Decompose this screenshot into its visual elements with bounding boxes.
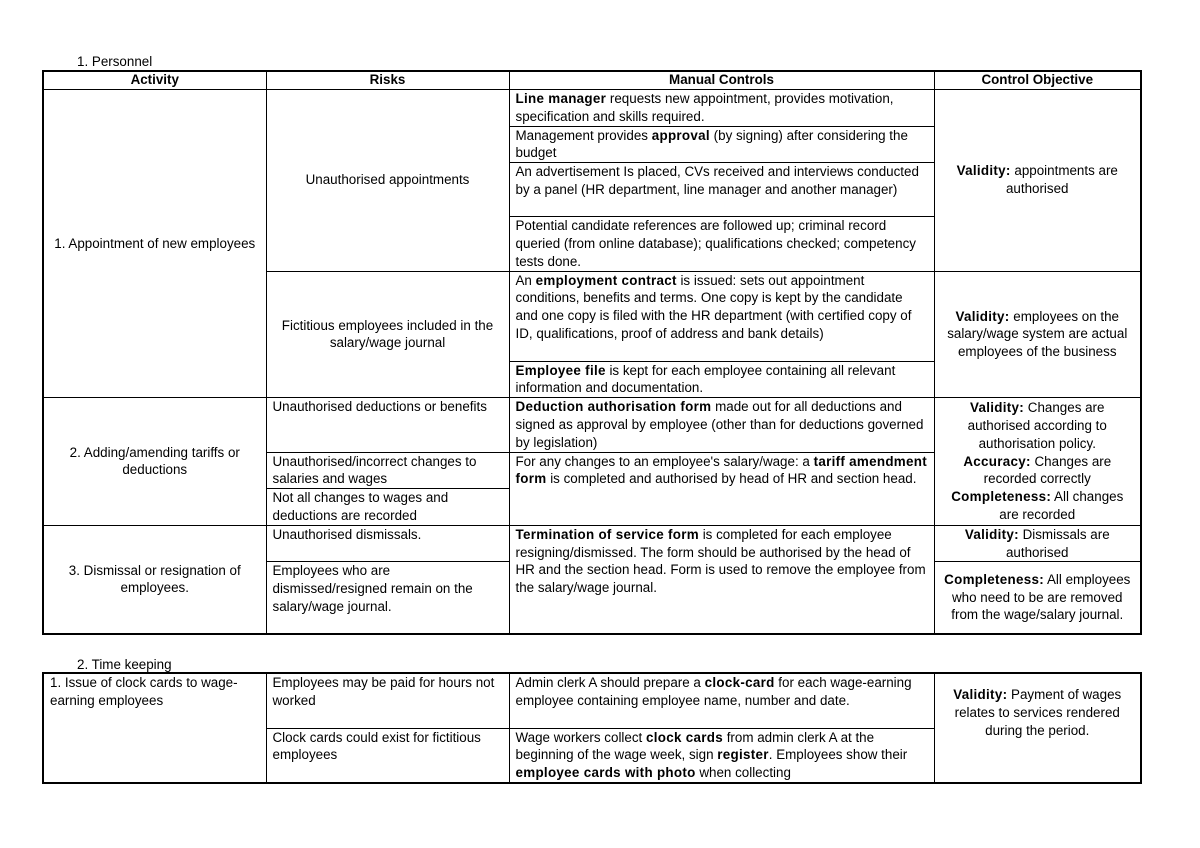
control-bold: approval (651, 127, 710, 143)
control-text: made out for all deductions and signed as approval by employee (other than for deductions governed by legislation) (515, 399, 924, 450)
objective-bold: Accuracy: (963, 453, 1031, 469)
control-bold: Termination of service form (515, 526, 699, 542)
risk-unauthorised-deductions: Unauthorised deductions or benefits (266, 398, 509, 452)
table-row (43, 398, 1141, 452)
activity-appointment: 1. Appointment of new employees (43, 90, 266, 398)
objective-text: Changes are authorised according to authorisation policy. (967, 400, 1107, 451)
objective-appointments-authorised (934, 90, 1141, 272)
control-text: is completed and authorised by head of HR and section head. (546, 471, 917, 487)
control-text: from admin clerk A at the beginning of the wage week, sign (515, 729, 875, 763)
objective-dismissals-authorised (934, 525, 1141, 562)
table-row (43, 525, 1141, 562)
control-tariff-amendment (509, 452, 934, 525)
risk-fictitious-employees: Fictitious employees included in the salary/wage journal (266, 271, 509, 398)
personnel-table (42, 70, 1142, 635)
objective-bold: Completeness: (951, 489, 1052, 505)
section-title-time-keeping: 2. Time keeping (77, 657, 172, 672)
risk-unauthorised-appointments: Unauthorised appointments (266, 90, 509, 272)
header-control-objective: Control Objective (934, 71, 1141, 90)
activity-adding-amending: 2. Adding/amending tariffs or deductions (43, 398, 266, 526)
objective-text: All employees who need to be are removed from the wage/salary journal. (951, 571, 1131, 623)
objective-removed-from-journal (934, 562, 1141, 634)
section-title-personnel: 1. Personnel (77, 54, 153, 69)
control-text: is kept for each employee containing all relevant information and documentation. (515, 362, 896, 396)
risk-changes-not-recorded: Not all changes to wages and deductions are recorded (266, 489, 509, 526)
control-text: An (515, 272, 536, 288)
objective-bold: Validity: (956, 163, 1011, 179)
control-management-approval (509, 126, 934, 163)
control-employee-file (509, 361, 934, 398)
control-bold: Line manager (515, 91, 607, 106)
objective-text: Dismissals are authorised (1005, 526, 1110, 560)
control-line-manager (509, 90, 934, 127)
control-text: Admin clerk A should prepare a (515, 675, 705, 690)
table-row (43, 673, 1141, 728)
control-bold: employment contract (535, 272, 677, 288)
objective-payment-validity (934, 673, 1141, 783)
risk-fictitious-clock-cards: Clock cards could exist for fictitious employees (266, 728, 509, 783)
time-keeping-table (42, 672, 1142, 784)
objective-bold: Validity: (970, 400, 1025, 416)
activity-dismissal: 3. Dismissal or resignation of employees. (43, 525, 266, 634)
risk-remain-on-journal: Employees who are dismissed/resigned remain on the salary/wage journal. (266, 562, 509, 634)
control-text: is issued: sets out appointment conditions, benefits and terms. One copy is kept by the candidate and one copy is filed with the HR department (with certified copy of ID, qualifications, proof of address and bank details) (515, 272, 912, 341)
objective-actual-employees (934, 271, 1141, 398)
control-deduction-form (509, 398, 934, 452)
control-text: For any changes to an employee's salary/wage: a (515, 453, 814, 469)
control-bold: Deduction authorisation form (515, 399, 712, 415)
objective-bold: Validity: (955, 308, 1010, 324)
activity-clock-cards: 1. Issue of clock cards to wage-earning employees (43, 673, 266, 783)
objective-text: Changes are recorded correctly (983, 453, 1112, 487)
control-text: is completed for each employee resigning/dismissed. The form should be authorised by the head of HR and the section head. Form is used to remove the employee from the salary/wage journal. (515, 526, 926, 596)
risk-paid-not-worked: Employees may be paid for hours not worked (266, 673, 509, 728)
objective-bold: Validity: (953, 687, 1008, 703)
control-termination-form (509, 525, 934, 634)
objective-text: All changes are recorded (999, 489, 1124, 522)
control-text: requests new appointment, provides motivation, specification and skills required. (515, 91, 894, 124)
control-advertisement: An advertisement Is placed, CVs received and interviews conducted by a panel (HR department, line manager and another manager) (509, 163, 934, 217)
table-row (43, 90, 1141, 127)
objective-changes (934, 398, 1141, 526)
control-bold: employee cards with photo (515, 765, 696, 781)
table-header-row (43, 71, 1141, 90)
control-references: Potential candidate references are followed up; criminal record queried (from online database); qualifications checked; competency tests done. (509, 217, 934, 271)
objective-text: Payment of wages relates to services rendered during the period. (954, 687, 1122, 738)
objective-text: employees on the salary/wage system are actual employees of the business (947, 308, 1128, 360)
control-text: . Employees show their (768, 747, 908, 763)
control-text: (by signing) after considering the budget (515, 127, 908, 161)
control-bold: clock cards (645, 729, 723, 745)
control-bold: tariff amendment form (515, 453, 927, 487)
control-employment-contract (509, 271, 934, 361)
control-clock-card (509, 673, 934, 728)
risk-incorrect-changes: Unauthorised/incorrect changes to salaries and wages (266, 452, 509, 489)
control-bold: Employee file (515, 362, 606, 378)
control-text: when collecting (695, 765, 791, 781)
objective-text: appointments are authorised (1005, 163, 1118, 197)
control-text: Management provides (515, 127, 652, 143)
control-bold: register (717, 747, 769, 763)
header-manual-controls: Manual Controls (509, 71, 934, 90)
header-activity: Activity (43, 71, 266, 90)
header-risks: Risks (266, 71, 509, 90)
control-text: for each wage-earning employee containing employee name, number and date. (515, 675, 912, 708)
objective-bold: Completeness: (944, 571, 1045, 587)
objective-bold: Validity: (964, 526, 1019, 542)
control-collect-clock-cards (509, 728, 934, 783)
risk-unauthorised-dismissals: Unauthorised dismissals. (266, 525, 509, 562)
control-bold: clock-card (704, 675, 775, 690)
control-text: Wage workers collect (515, 729, 646, 745)
